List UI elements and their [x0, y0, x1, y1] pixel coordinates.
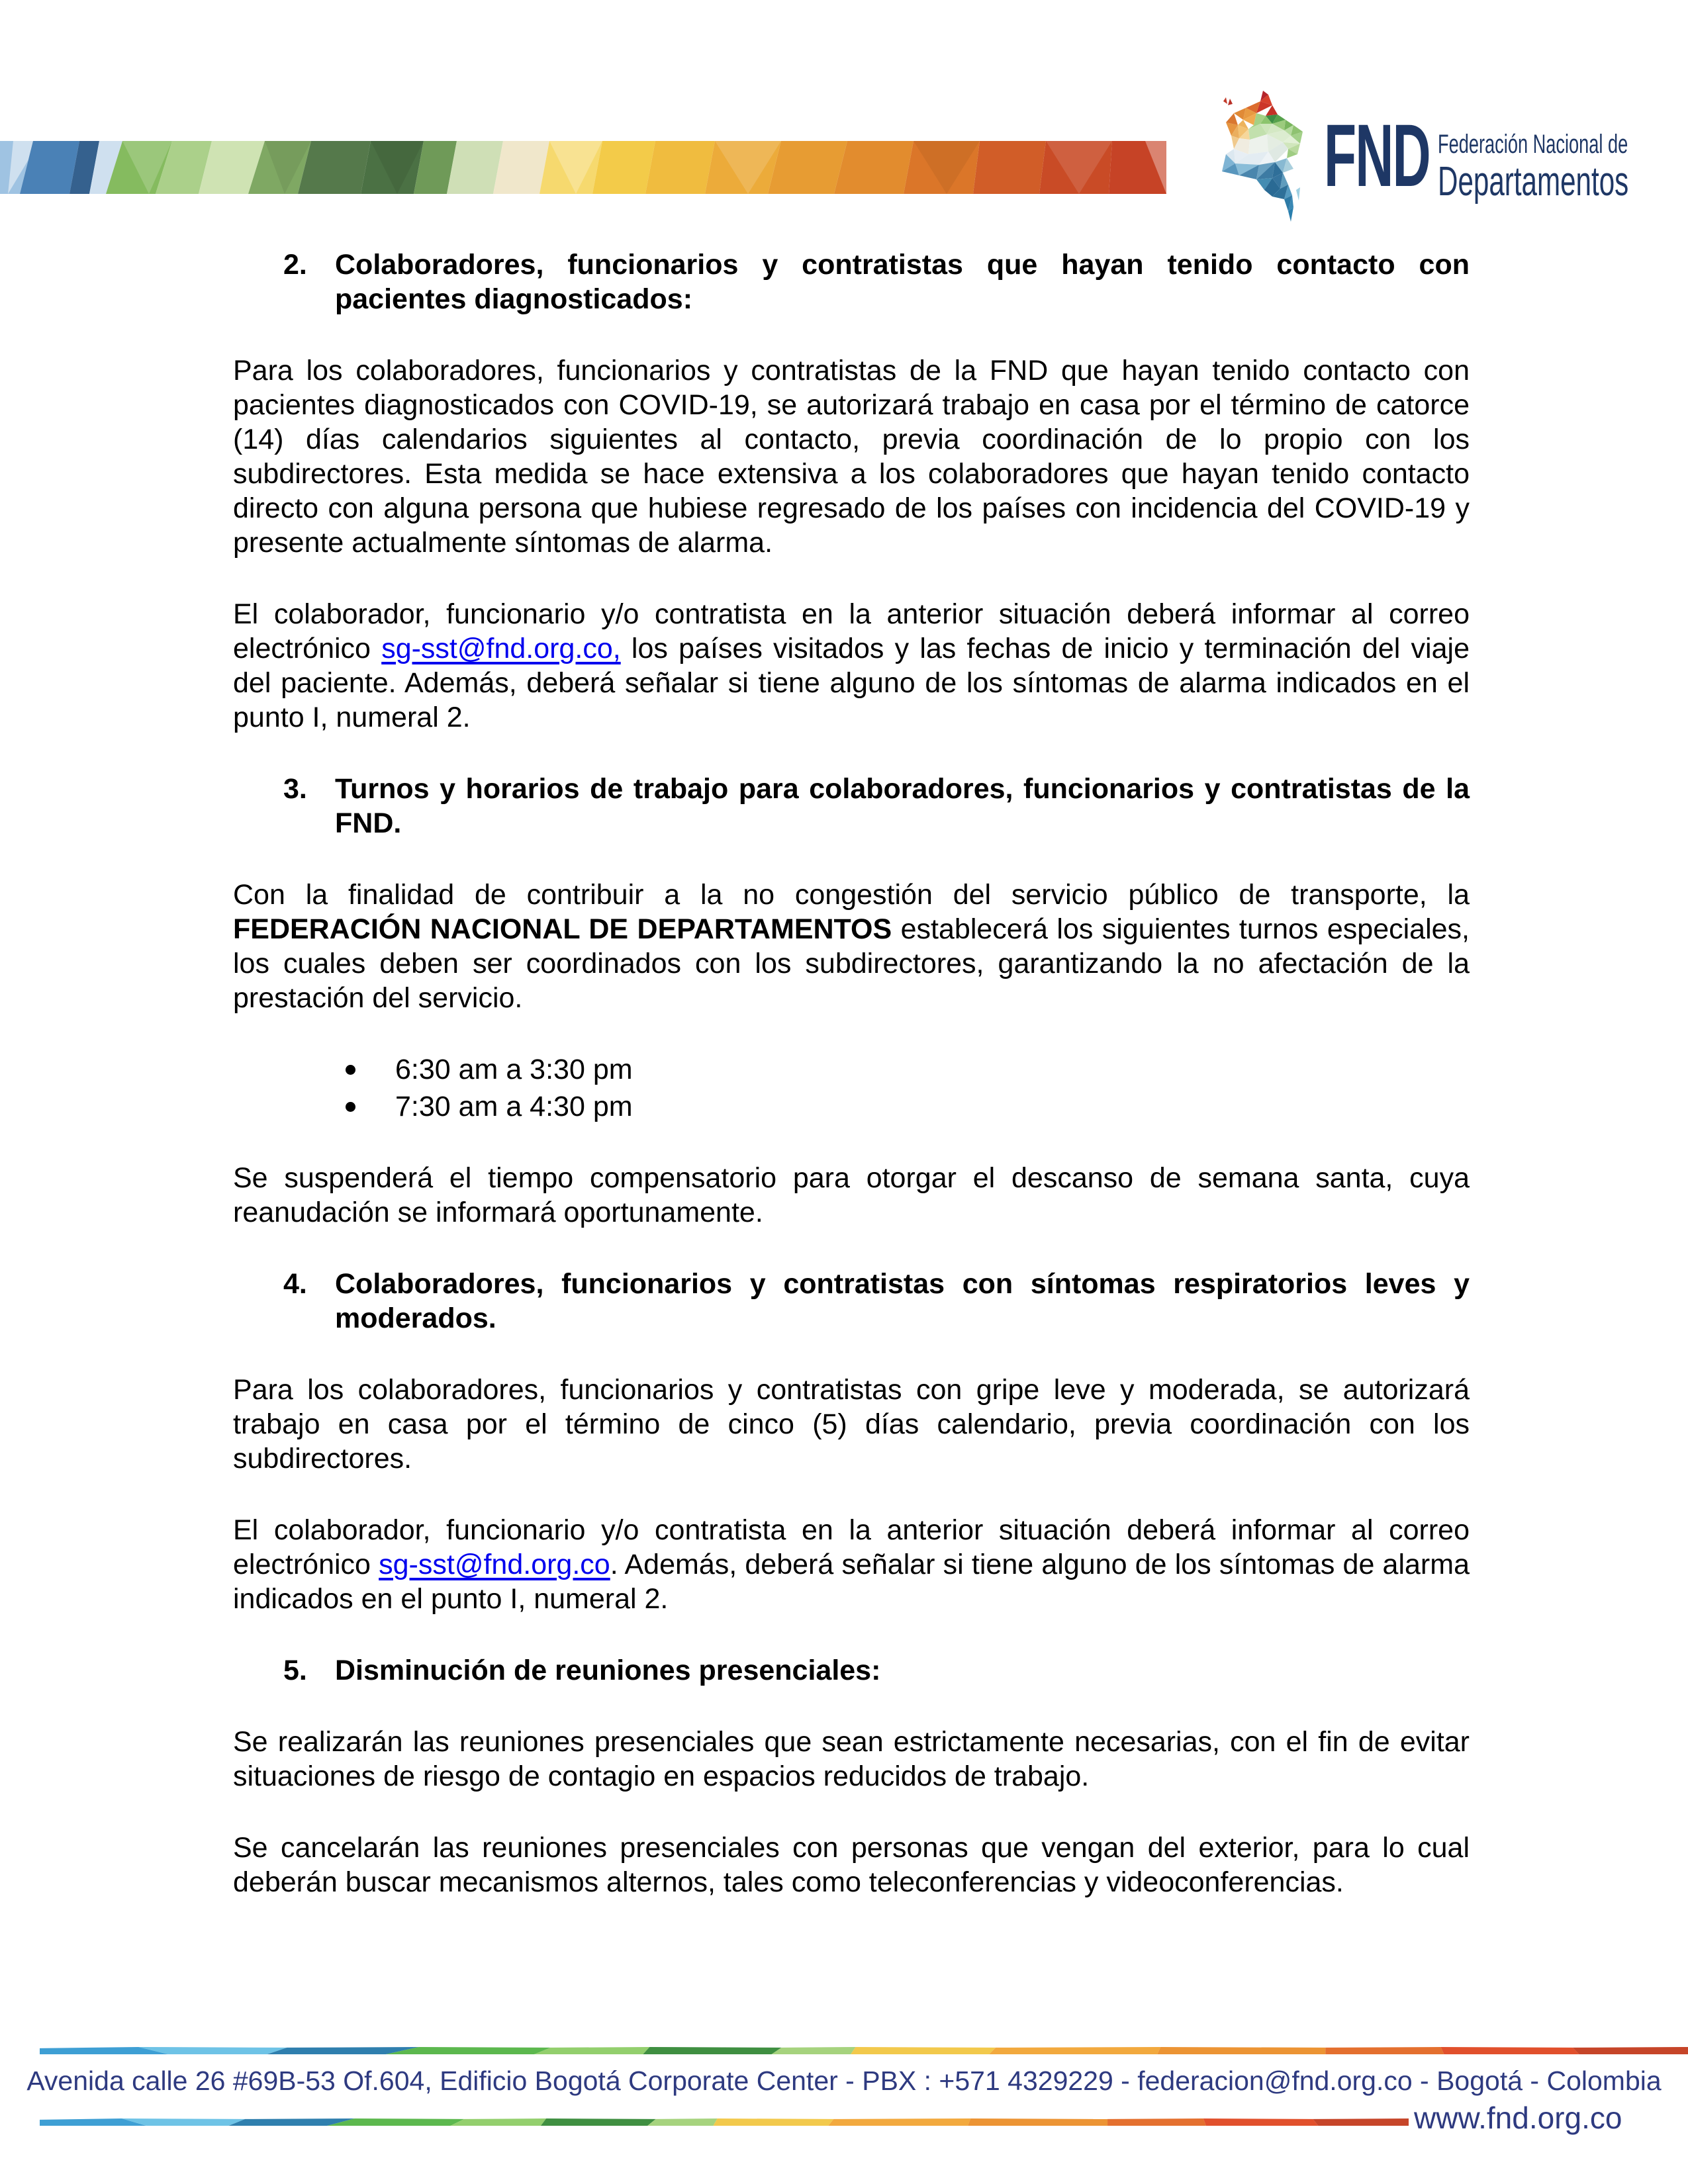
paragraph	[233, 597, 1470, 735]
bullet-item	[233, 1089, 1470, 1124]
paragraph	[233, 1513, 1470, 1616]
section-heading	[233, 248, 1470, 316]
paragraph	[233, 1373, 1470, 1476]
text-run: Se cancelarán las reuniones presenciales con personas que vengan del exterior, para lo cual deberán buscar mecanismos alternos, tales como teleconferencias y videoconferencias.	[233, 1832, 1470, 1898]
text-run: Turnos y horarios de trabajo para colaboradores, funcionarios y contratistas de la FND.	[335, 773, 1470, 839]
text-run: establecerá los siguientes turnos especiales, los cuales deben ser coordinados con los subdirectores, garantizando la no afectación de la prestación del servicio.	[233, 913, 1470, 1014]
heading-text	[335, 248, 1470, 316]
bullet-item	[233, 1052, 1470, 1087]
heading-text	[335, 1653, 1470, 1688]
logo-org-name-line1: Federación Nacional de	[1438, 130, 1628, 159]
brand-banner-strip	[0, 141, 1166, 194]
paragraph	[233, 878, 1470, 1015]
email-link[interactable]: sg-sst@fnd.org.co	[379, 1549, 610, 1580]
logo-org-name-line2: Departamentos	[1438, 159, 1629, 205]
section-heading	[233, 1653, 1470, 1688]
text-run: El colaborador, funcionario y/o contratista en la anterior situación deberá informar al correo electrónico	[233, 1514, 1470, 1580]
colombia-map-icon	[1219, 91, 1308, 223]
bullet-dot-icon	[346, 1065, 355, 1075]
section-heading	[233, 1267, 1470, 1336]
bullet-dot-icon	[346, 1102, 355, 1112]
text-run: Con la finalidad de contribuir a la no congestión del servicio público de transporte, la	[233, 879, 1470, 911]
paragraph	[233, 1831, 1470, 1899]
footer-strip-bottom	[40, 2118, 1409, 2126]
heading-text	[335, 772, 1470, 841]
paragraph	[233, 353, 1470, 560]
heading-number: 3.	[283, 773, 307, 805]
text-run: los países visitados y las fechas de inicio y terminación del viaje del paciente. Además, deberá señalar si tiene alguno de los síntomas de alarma indicados en el punto I, numeral 2.	[233, 633, 1470, 733]
text-run: Colaboradores, funcionarios y contratistas que hayan tenido contacto con pacientes diagnosticados:	[335, 249, 1470, 315]
heading-number: 5.	[283, 1655, 307, 1686]
logo-org-name	[1438, 131, 1628, 203]
text-run: El colaborador, funcionario y/o contratista en la anterior situación deberá informar al correo electrónico	[233, 598, 1470, 664]
text-run: Se realizarán las reuniones presenciales que sean estrictamente necesarias, con el fin de evitar situaciones de riesgo de contagio en espacios reducidos de trabajo.	[233, 1726, 1470, 1792]
text-run: Colaboradores, funcionarios y contratistas con síntomas respiratorios leves y moderados.	[335, 1268, 1470, 1334]
paragraph	[233, 1161, 1470, 1230]
text-run: . Además, deberá señalar si tiene alguno de los síntomas de alarma indicados en el punto I, numeral 2.	[233, 1549, 1470, 1615]
email-link[interactable]: sg-sst@fnd.org.co,	[381, 633, 621, 664]
footer-strip-top	[40, 2047, 1688, 2054]
heading-number: 2.	[283, 249, 307, 281]
text-run: Para los colaboradores, funcionarios y contratistas de la FND que hayan tenido contacto con pacientes diagnosticados con COVID-19, se autorizará trabajo en casa por el término de catorce (14) días calendarios siguientes al contacto, previa coordinación de lo propio con los subdirectores. Esta medida se hace extensiva a los colaboradores que hayan tenido contacto directo con alguna persona que hubiese regresado de los países con incidencia del COVID-19 y presente actualmente síntomas de alarma.	[233, 355, 1470, 559]
bullet-text: 7:30 am a 4:30 pm	[395, 1091, 633, 1122]
text-run: Se suspenderá el tiempo compensatorio para otorgar el descanso de semana santa, cuya reanudación se informará oportunamente.	[233, 1162, 1470, 1228]
footer-website-link[interactable]: www.fnd.org.co	[1414, 2101, 1622, 2135]
bullet-text: 6:30 am a 3:30 pm	[395, 1054, 633, 1085]
footer-address: Avenida calle 26 #69B-53 Of.604, Edificio Bogotá Corporate Center - PBX : +571 4329229 - federacion@fnd.org.co - Bogotá - Colombia	[26, 2066, 1662, 2096]
text-run: Disminución de reuniones presenciales:	[335, 1655, 881, 1686]
section-heading	[233, 772, 1470, 841]
bullet-list	[233, 1052, 1470, 1124]
logo-acronym: FND	[1324, 107, 1430, 205]
org-name-bold-run: FEDERACIÓN NACIONAL DE DEPARTAMENTOS	[233, 913, 892, 945]
paragraph	[233, 1725, 1470, 1794]
document-body	[233, 248, 1470, 1936]
heading-text	[335, 1267, 1470, 1336]
text-run: Para los colaboradores, funcionarios y contratistas con gripe leve y moderada, se autorizará trabajo en casa por el término de cinco (5) días calendario, previa coordinación con los subdirectores.	[233, 1374, 1470, 1475]
heading-number: 4.	[283, 1268, 307, 1300]
